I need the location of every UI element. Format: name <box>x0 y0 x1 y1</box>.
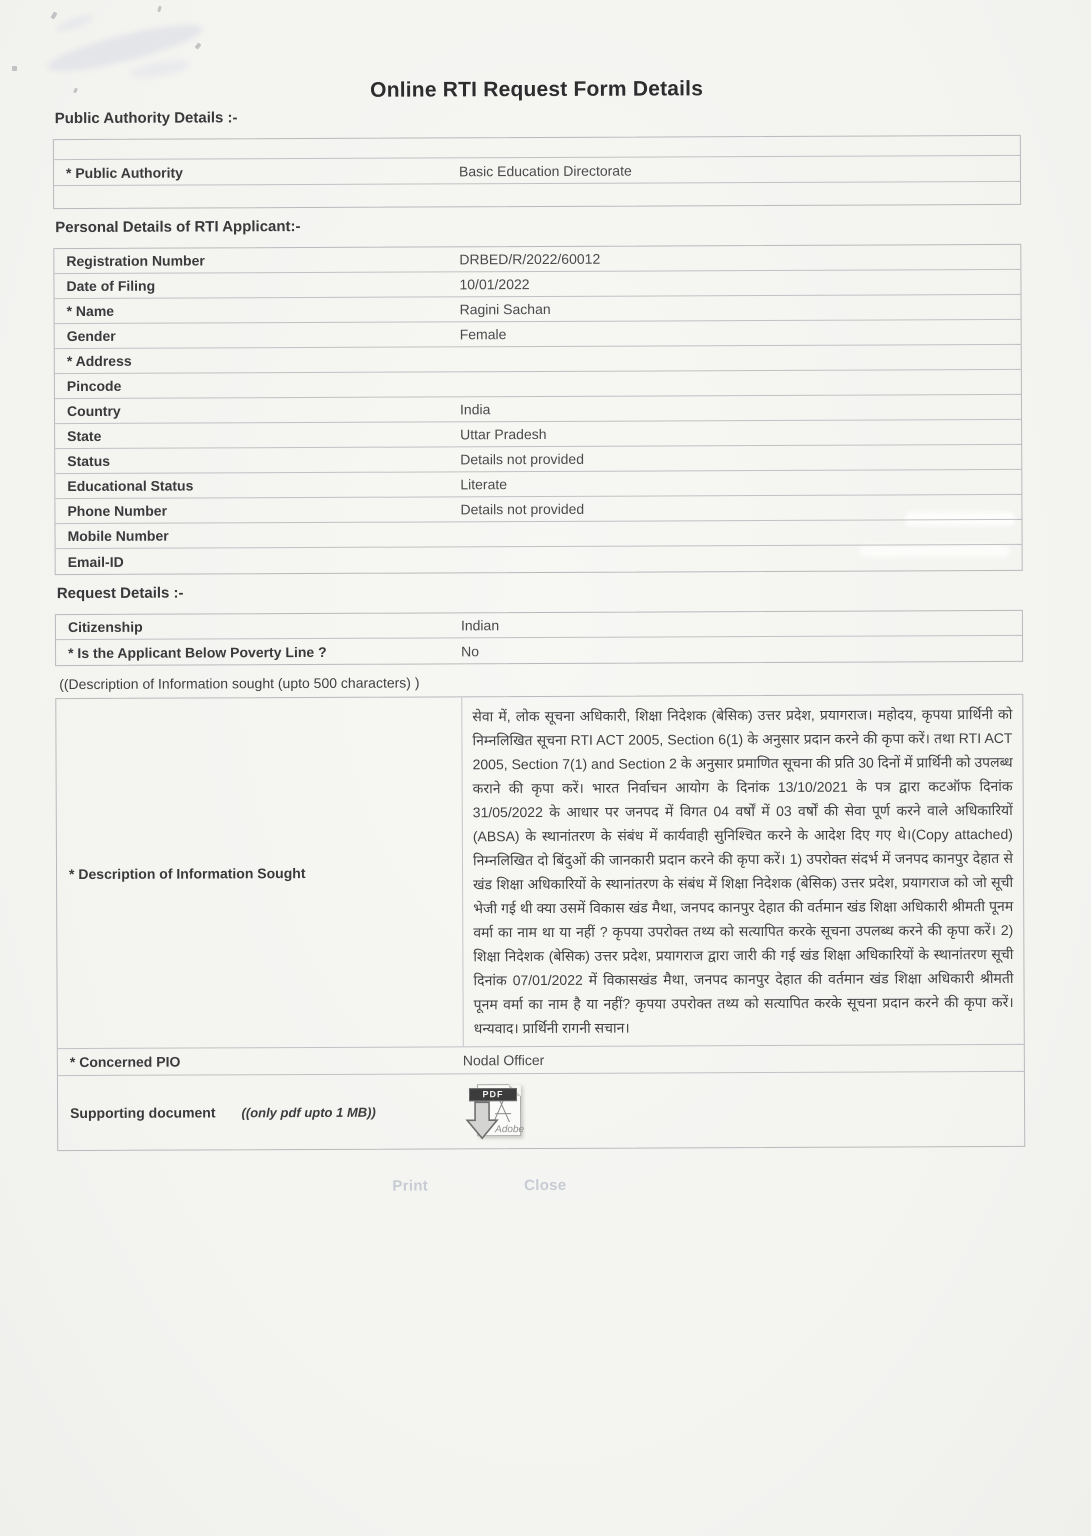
table-row <box>54 182 1020 208</box>
information-sought-table <box>55 694 1025 1151</box>
field-label: Phone Number <box>67 502 168 520</box>
table-row <box>58 1045 1024 1076</box>
field-value: Uttar Pradesh <box>460 425 547 443</box>
supporting-document-note: ((only pdf upto 1 MB)) <box>241 1104 376 1121</box>
field-label: * Public Authority <box>65 164 183 181</box>
close-button[interactable]: Close <box>524 1176 567 1195</box>
pdf-download-icon[interactable] <box>463 1080 529 1142</box>
description-text: सेवा में, लोक सूचना अधिकारी, शिक्षा निदेशक (बेसिक) उत्तर प्रदेश, प्रयागराज। महोदय, कृपया प्रार्थिनी को निम्नलिखित सूचना RTI ACT 2005, Section 6(1) के अनुसार प्रदान करने की कृपा करें। तथा RTI ACT 2005, Section 7(1) and Section 2 के अनुसार प्रमाणित सूचना की प्रति 30 दिनों में प्रार्थिनी को उपलब्ध कराने की कृपा करें। भारत निर्वाचन आयोग के दिनांक 13/10/2021 के पत्र द्वारा कटऑफ दिनांक 31/05/2022 के आधार पर जनपद में विगत 04 वर्षों में 03 वर्षों की सेवा पूर्ण करने वाले अधिकारियों (ABSA) के स्थानांतरण के संबंध में कार्यवाही सुनिश्चित करने के आदेश दिए गए थे।(Copy attached) निम्नलिखित दो बिंदुओं की जानकारी प्रदान करने की कृपा करें। 1) उपरोक्त संदर्भ में जनपद कानपुर देहात से खंड शिक्षा अधिकारियों के स्थानांतरण के संबंध में शिक्षा निदेशक (बेसिक) उत्तर प्रदेश, प्रयागराज को जो सूची भेजी गई थी क्या उसमें विकास खंड मैथा, जनपद कानपुर देहात की वर्तमान खंड शिक्षा अधिकारी श्रीमती पूनम वर्मा का नाम था या नहीं ? कृपया उपरोक्त तथ्य को सत्यापित करके सूचना उपलब्ध करने की कृपा करें। 2) शिक्षा निदेशक (बेसिक) उत्तर प्रदेश, प्रयागराज द्वारा जारी की गई खंड शिक्षा अधिकारियों के स्थानांतरण सूची दिनांक 07/01/2022 में विकासखंड मैथा, जनपद कानपुर देहात की वर्तमान खंड शिक्षा अधिकारी श्रीमती पूनम वर्मा का नाम है या नहीं? कृपया उपरोक्त तथ्य को सत्यापित करके सूचना प्रदान करने की कृपा करें। धन्यवाद। प्रार्थिनी रागनी सचान। <box>461 695 1024 1046</box>
field-label: * Concerned PIO <box>69 1053 181 1071</box>
field-value: Nodal Officer <box>462 1051 545 1069</box>
scan-smudge <box>54 11 95 34</box>
pdf-badge: PDF <box>469 1088 517 1101</box>
field-value <box>460 382 1021 384</box>
scan-speck <box>51 11 58 19</box>
field-label: Citizenship <box>67 618 143 636</box>
field-label: * Name <box>66 302 115 320</box>
field-value: India <box>459 401 491 418</box>
field-value <box>459 145 1020 147</box>
page-title: Online RTI Request Form Details <box>370 77 704 102</box>
field-label: Pincode <box>66 377 122 395</box>
field-label: Date of Filing <box>66 277 156 295</box>
field-value: Literate <box>460 476 508 493</box>
field-label: * Address <box>66 352 132 370</box>
table-row <box>56 636 1022 665</box>
section-heading-public-authority: Public Authority Details :- <box>54 109 238 128</box>
field-value <box>463 1078 1024 1142</box>
scan-speck <box>12 66 17 71</box>
scan-smudge <box>129 57 191 81</box>
field-label: Status <box>67 452 111 470</box>
field-value: Basic Education Directorate <box>458 162 632 179</box>
field-label: State <box>67 427 102 445</box>
request-details-table <box>55 610 1023 666</box>
field-label: Mobile Number <box>67 527 169 545</box>
field-label <box>54 195 459 197</box>
description-caption: ((Description of Information sought (upto 500 characters) ) <box>59 674 420 693</box>
form-actions <box>57 1175 1025 1196</box>
description-row <box>56 695 1024 1049</box>
supporting-document-label: Supporting document <box>70 1104 216 1122</box>
print-button[interactable]: Print <box>392 1177 429 1195</box>
download-arrow-icon <box>465 1100 499 1140</box>
field-value <box>461 557 1022 559</box>
field-label: Registration Number <box>66 252 205 270</box>
field-value: Female <box>459 326 507 343</box>
rti-request-form <box>53 76 1026 1196</box>
table-row <box>56 545 1022 574</box>
section-heading-personal-details: Personal Details of RTI Applicant:- <box>55 218 301 237</box>
field-value <box>461 532 1022 534</box>
public-authority-table <box>53 135 1021 209</box>
field-label: * Description of Information Sought <box>68 864 306 882</box>
field-value: Ragini Sachan <box>459 300 551 318</box>
field-label <box>54 148 459 150</box>
field-value: No <box>461 642 480 659</box>
field-label: Email-ID <box>67 553 124 570</box>
field-value: Details not provided <box>460 500 585 518</box>
scan-speck <box>157 6 162 13</box>
section-heading-request-details: Request Details :- <box>56 584 184 603</box>
field-value: Details not provided <box>460 450 585 468</box>
field-value: Indian <box>460 617 500 634</box>
field-label: Country <box>66 402 121 420</box>
field-value: DRBED/R/2022/60012 <box>459 250 601 268</box>
field-label: Educational Status <box>67 477 194 495</box>
field-label <box>58 1103 463 1121</box>
field-label: * Is the Applicant Below Poverty Line ? <box>68 643 327 661</box>
supporting-document-row <box>58 1072 1024 1150</box>
scan-speck <box>195 42 202 49</box>
adobe-caption: Adobe <box>495 1124 525 1136</box>
field-value: 10/01/2022 <box>459 276 530 293</box>
field-value <box>459 193 1020 195</box>
field-label: Gender <box>66 327 116 345</box>
field-value <box>460 357 1021 359</box>
personal-details-table <box>53 244 1022 575</box>
